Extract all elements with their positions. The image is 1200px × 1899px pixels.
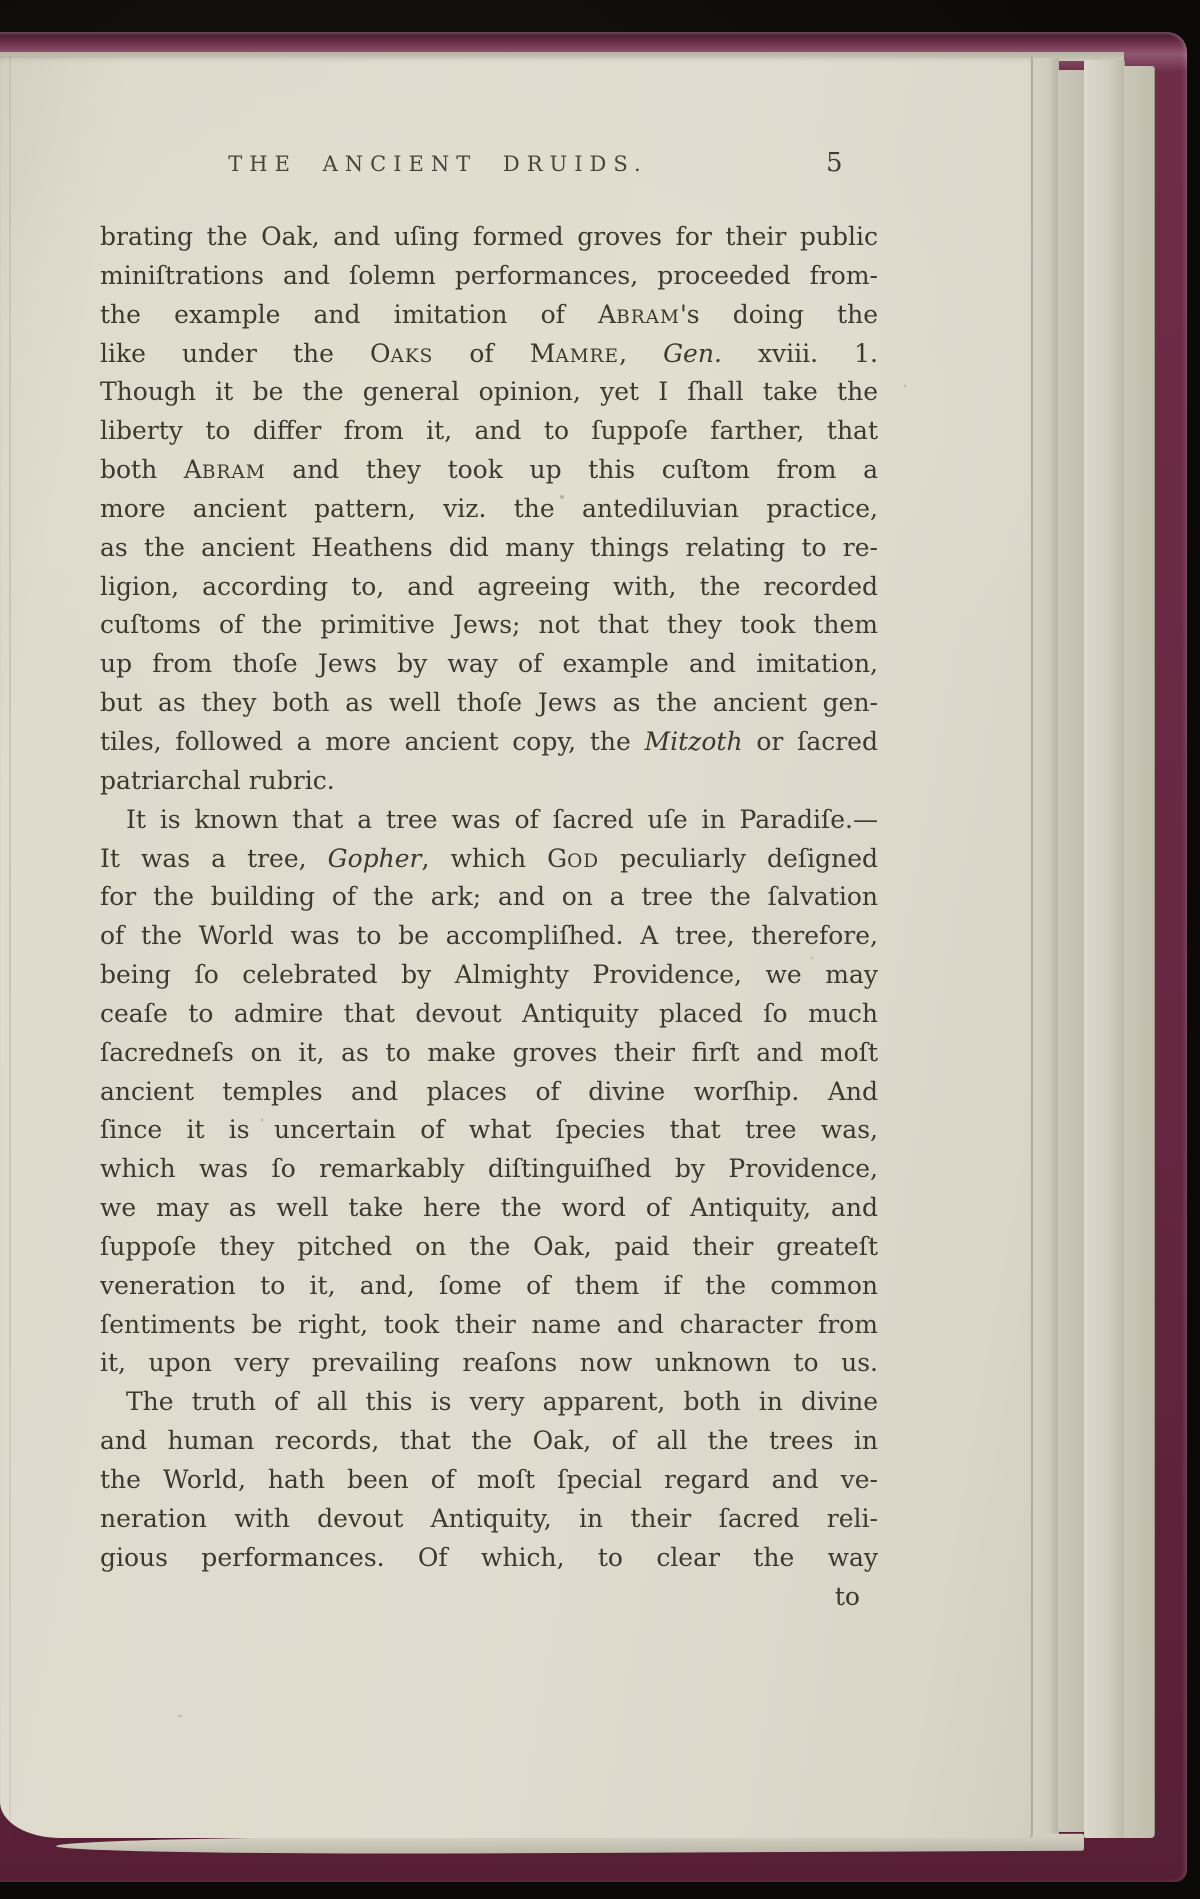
text-line: ancient temples and places of divine worſhip. And	[100, 1076, 878, 1106]
text-line: veneration to it, and, ſome of them if the common	[100, 1270, 878, 1300]
text-line: but as they both as well thoſe Jews as the ancient gen-	[100, 688, 878, 718]
text-line: we may as well take here the word of Antiquity, and	[100, 1193, 878, 1223]
text-line: patriarchal rubric.	[100, 765, 335, 795]
text-line: tiles, followed a more ancient copy, the Mitzoth or ſacred	[100, 726, 878, 756]
text-line: which was ſo remarkably diſtinguiſhed by Providence,	[100, 1154, 878, 1184]
catchword: to	[834, 1581, 860, 1611]
text-line: the World, hath been of moſt ſpecial regard and ve-	[100, 1465, 878, 1494]
text-line: ligion, according to, and agreeing with, the recorded	[100, 571, 878, 601]
text-line: It was a tree, Gopher, which GOD peculiarly deſigned	[100, 843, 878, 873]
page-number: 5	[826, 148, 843, 178]
text-line: ſuppoſe they pitched on the Oak, paid their greateſt	[100, 1231, 878, 1261]
text-line: up from thoſe Jews by way of example and imitation,	[100, 649, 878, 679]
page-edge-strip	[1084, 60, 1125, 1838]
text-line: and human records, that the Oak, of all the trees in	[100, 1426, 878, 1456]
text-line: liberty to differ from it, and to ſuppoſe farther, that	[100, 416, 878, 446]
text-line: gious performances. Of which, to clear the way	[100, 1542, 878, 1572]
text-line: as the ancient Heathens did many things relating to re-	[100, 532, 878, 562]
page-edge-strip	[1058, 70, 1085, 1832]
text-line: both ABRAM and they took up this cuſtom from a	[100, 455, 878, 485]
text-line: miniſtrations and ſolemn performances, proceeded from-	[100, 260, 878, 290]
text-line: for the building of the ark; and on a tree the ſalvation	[100, 882, 878, 912]
text-line: ceaſe to admire that devout Antiquity placed ſo much	[100, 998, 878, 1028]
text-line: cuſtoms of the primitive Jews; not that they took them	[100, 610, 878, 640]
text-line: of the World was to be accompliſhed. A tree, therefore,	[100, 921, 878, 951]
text-line: being ſo celebrated by Almighty Providence, we may	[100, 960, 878, 990]
text-line: more ancient pattern, viz. the antediluvian practice,	[100, 493, 878, 523]
book-page	[0, 56, 1033, 1838]
text-line: ſacredneſs on it, as to make groves their firſt and moſt	[100, 1037, 878, 1067]
text-line: the example and imitation of ABRAM's doing the	[100, 299, 878, 329]
text-line: ſentiments be right, took their name and character from	[100, 1309, 878, 1339]
text-line: Though it be the general opinion, yet I ſhall take the	[100, 377, 878, 407]
text-line: brating the Oak, and uſing formed groves for their public	[100, 222, 878, 251]
running-header-title: THE ANCIENT DRUIDS.	[228, 152, 648, 176]
text-line: neration with devout Antiquity, in their ſacred reli-	[100, 1503, 878, 1533]
text-line: like under the OAKS of MAMRE, Gen. xviii. 1.	[100, 338, 878, 368]
page-edge-strip	[1124, 66, 1155, 1838]
text-line: ſince it is uncertain of what ſpecies that tree was,	[100, 1115, 878, 1145]
page-crease	[9, 56, 11, 1838]
text-line: The truth of all this is very apparent, both in divine	[126, 1387, 878, 1417]
text-line: it, upon very prevailing reaſons now unknown to us.	[100, 1348, 878, 1378]
text-line: It is known that a tree was of ſacred uſe in Paradiſe.—	[126, 804, 878, 834]
text-block	[100, 218, 878, 1616]
